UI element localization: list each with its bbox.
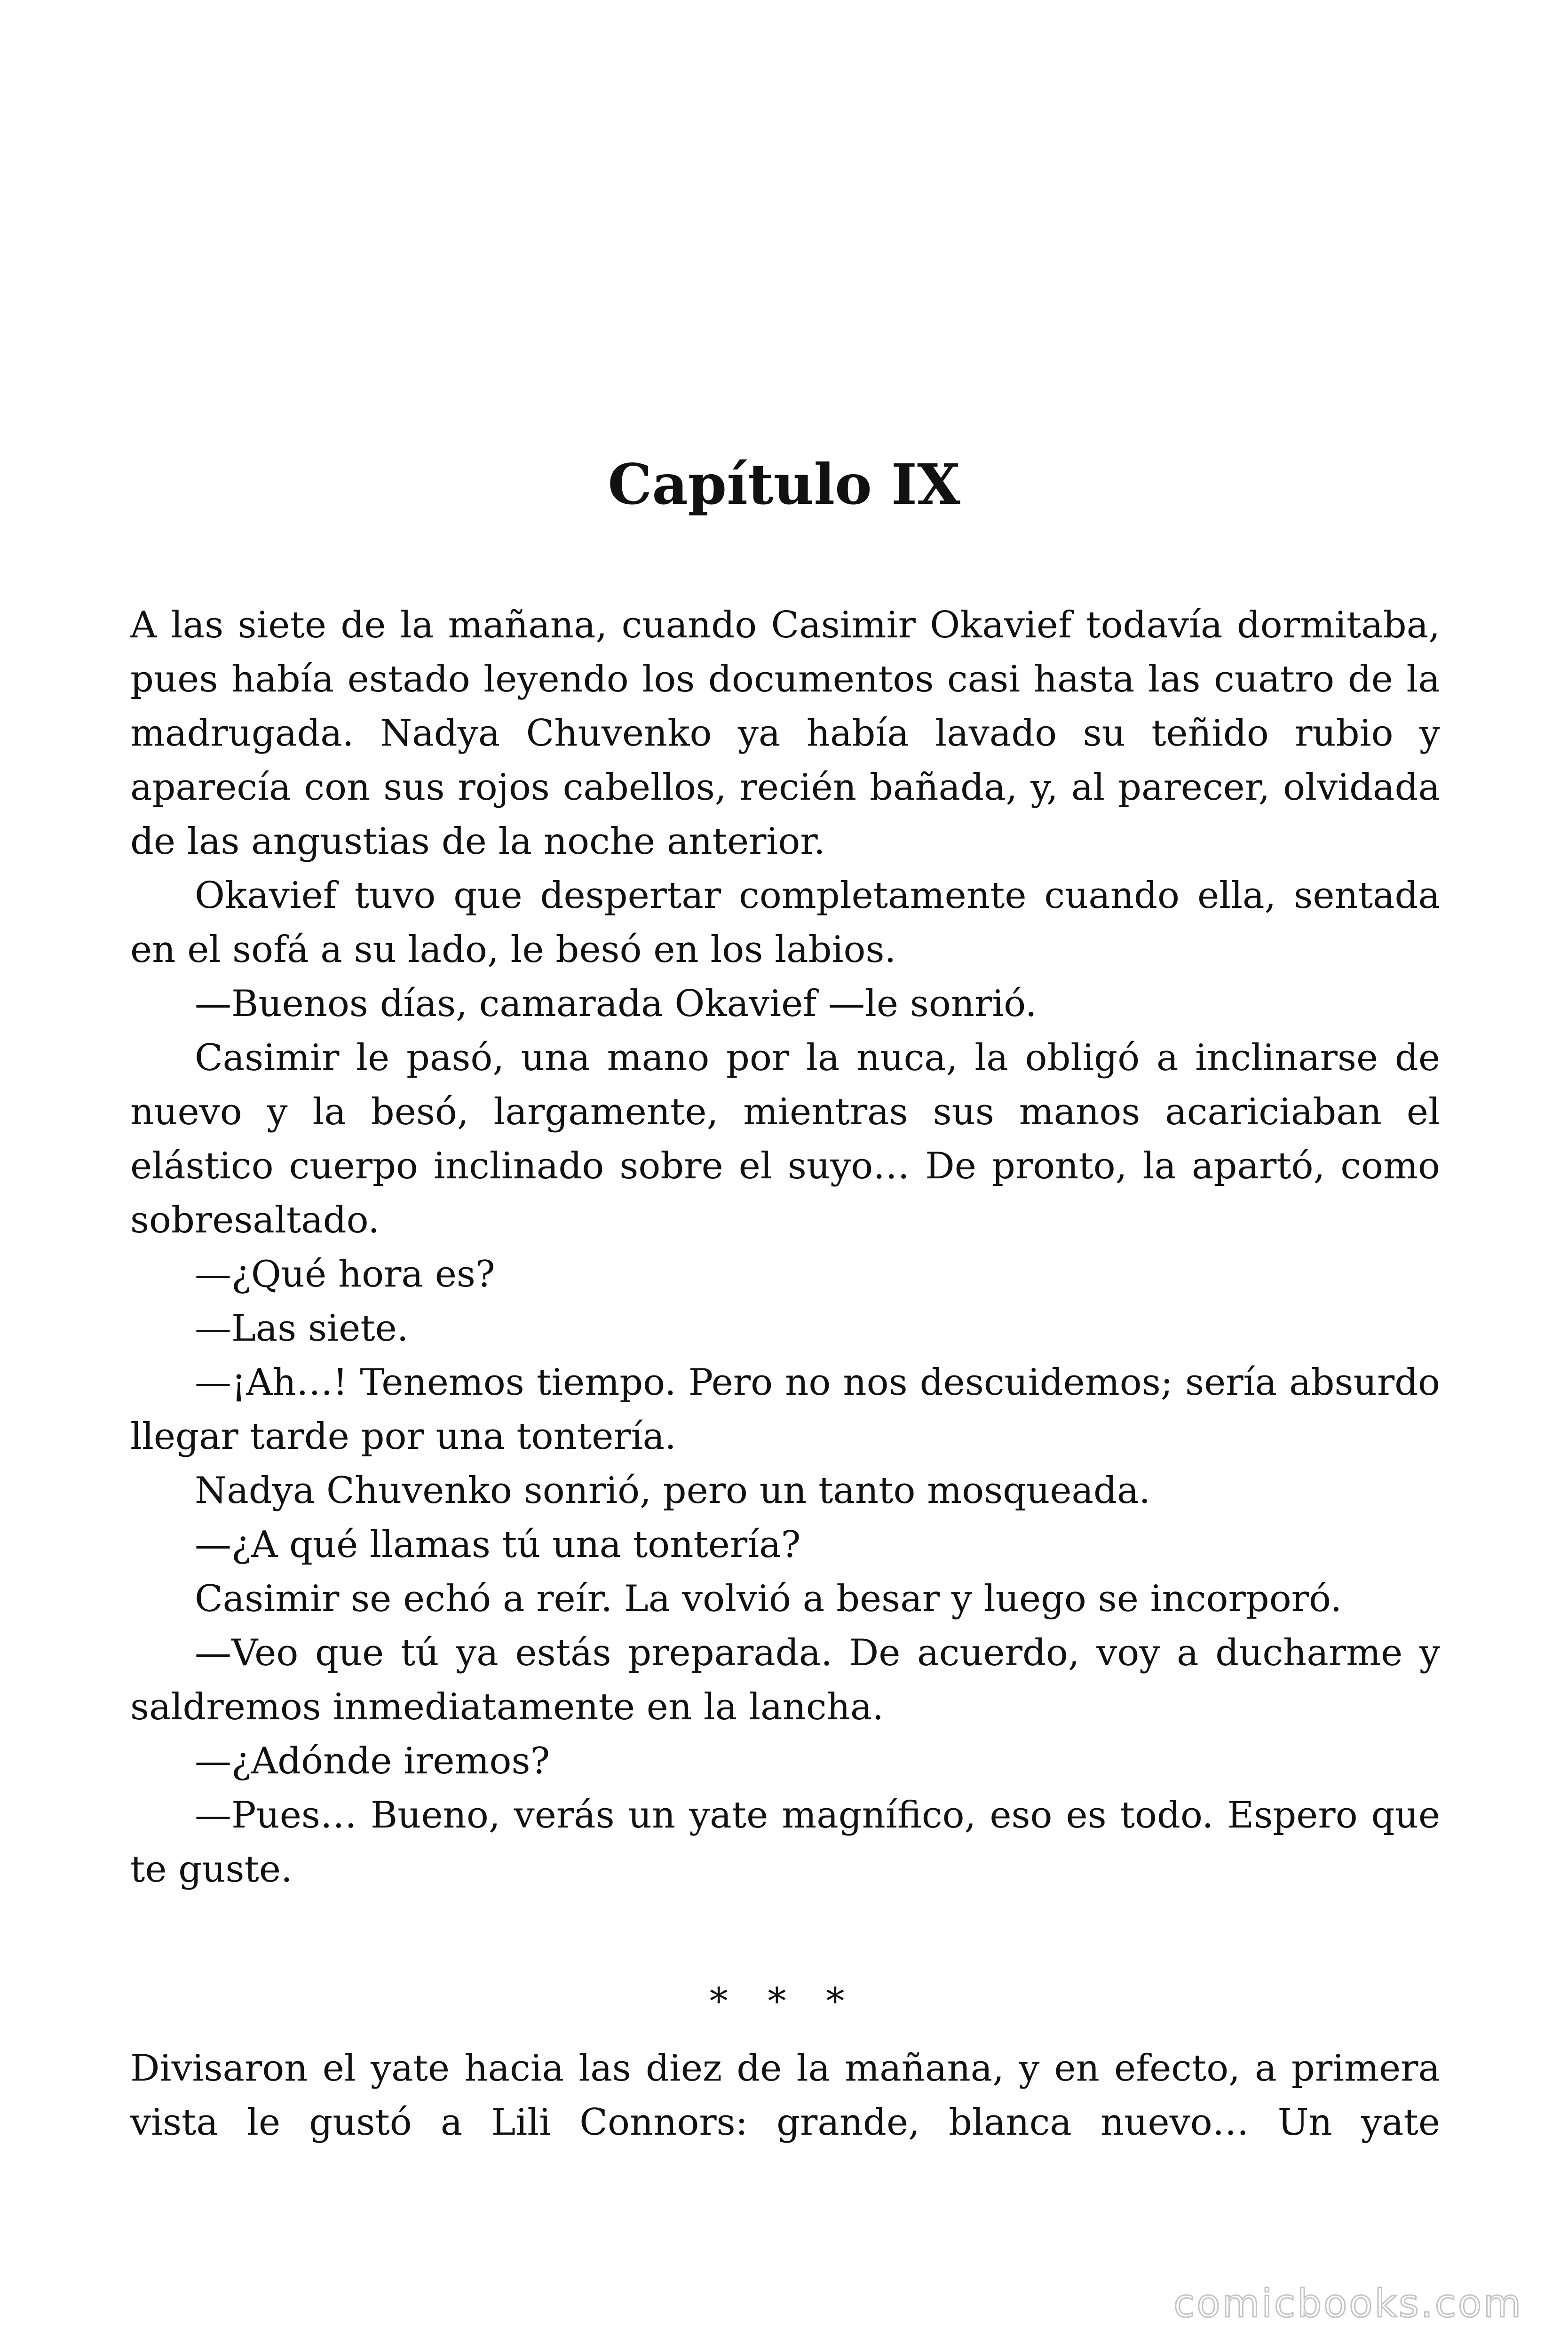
dialogue-line: —Las siete. — [195, 1307, 409, 1350]
paragraph: Okavief tuvo que despertar completamente cuando ella, sentada en el sofá a su lado, le besó en los labios. — [130, 874, 1440, 971]
dialogue-line: —Veo que tú ya estás preparada. De acuerdo, voy a ducharme y saldremos inmediatamente en la lancha. — [130, 1632, 1440, 1728]
paragraph: Divisaron el yate hacia las diez de la mañana, y en efecto, a primera vista le gustó a Lili Connors: grande, blanca nuevo… Un yate — [130, 2047, 1440, 2144]
section-break: * * * — [709, 1980, 859, 2023]
paragraph: Casimir le pasó, una mano por la nuca, la obligó a inclinarse de nuevo y la besó, largamente, mientras sus manos acariciaban el elástico cuerpo inclinado sobre el suyo… De pronto, la apartó, como sobresaltado. — [130, 1037, 1440, 1241]
paragraph: Casimir se echó a reír. La volvió a besar y luego se incorporó. — [195, 1578, 1342, 1620]
paragraph: Nadya Chuvenko sonrió, pero un tanto mosqueada. — [195, 1470, 1151, 1512]
body-text-after-break — [130, 2042, 1440, 2150]
chapter-title: Capítulo IX — [608, 452, 960, 517]
paragraph: A las siete de la mañana, cuando Casimir Okavief todavía dormitaba, pues había estado leyendo los documentos casi hasta las cuatro de la madrugada. Nadya Chuvenko ya había lavado su teñido rubio y aparecía con sus rojos cabellos, recién bañada, y, al parecer, olvidada de las angustias de la noche anterior. — [130, 604, 1440, 863]
dialogue-line: —¿Qué hora es? — [195, 1253, 495, 1295]
dialogue-line: —¿Adónde iremos? — [195, 1740, 550, 1782]
dialogue-line: —Pues… Bueno, verás un yate magnífico, eso es todo. Espero que te guste. — [130, 1794, 1440, 1891]
dialogue-line: —¿A qué llamas tú una tontería? — [195, 1524, 801, 1566]
body-text-before-break — [130, 598, 1440, 1897]
dialogue-line: —Buenos días, camarada Okavief —le sonrió. — [195, 983, 1037, 1025]
dialogue-line: —¡Ah…! Tenemos tiempo. Pero no nos descuidemos; sería absurdo llegar tarde por una tontería. — [130, 1361, 1440, 1458]
watermark: comicbooks.com — [1173, 2281, 1523, 2326]
